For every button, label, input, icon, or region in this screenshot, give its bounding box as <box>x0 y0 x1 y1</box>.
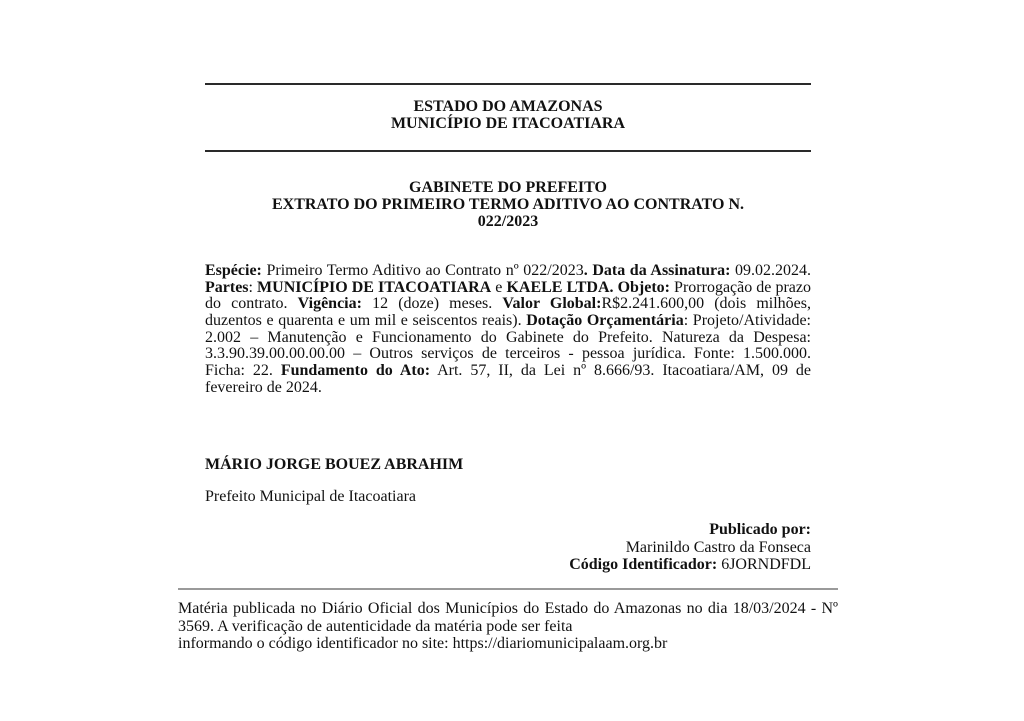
budget-allocation-label: Dotação Orçamentária <box>526 311 684 329</box>
party-1: MUNICÍPIO DE ITACOATIARA <box>257 278 492 296</box>
especie-label: Espécie: <box>205 262 262 279</box>
global-value: R$2.241.600,00 (dois milhões, duzentos e quarenta e um mil e seiscentos reais). <box>205 295 812 329</box>
legal-basis-value: Art. 57, II, da Lei nº 8.666/93. Itacoatiara/AM, 09 de fevereiro de 2024. <box>205 361 812 396</box>
contract-number: 022/2023 <box>477 213 539 230</box>
global-value-label: Valor Global: <box>502 295 602 313</box>
object-label: Objeto: <box>613 278 670 296</box>
document-title-block <box>205 179 811 230</box>
signer-role: Prefeito Municipal de Itacoatiara <box>205 488 417 505</box>
footer-notice-main: Matéria publicada no Diário Oficial dos Municípios do Estado do Amazonas no dia 18/03/2024 - Nº 3569. A verificação de autenticidade da matéria pode ser feita <box>178 600 838 635</box>
signature-date-value: 09.02.2024. <box>730 262 811 279</box>
legal-basis-label: Fundamento do Ato: <box>280 361 431 379</box>
term-label: Vigência: <box>297 295 362 313</box>
footer-notice <box>178 600 838 653</box>
identifier-code-value: 6JORNDFDL <box>717 556 811 573</box>
office-name: GABINETE DO PREFEITO <box>409 179 607 196</box>
municipality-name: MUNICÍPIO DE ITACOATIARA <box>390 115 626 132</box>
header-top-rule <box>205 83 811 85</box>
especie-value: Primeiro Termo Aditivo ao Contrato nº 022/2023 <box>261 262 584 279</box>
publication-info <box>569 521 811 574</box>
published-by-name: Marinildo Castro da Fonseca <box>625 538 811 556</box>
parties-conjunction: e <box>491 278 507 296</box>
party-2: KAELE LTDA. <box>506 278 614 296</box>
identifier-code-line <box>569 556 811 574</box>
identifier-code-label: Código Identificador: <box>569 556 718 573</box>
signer-name: MÁRIO JORGE BOUEZ ABRAHIM <box>205 456 464 473</box>
state-name: ESTADO DO AMAZONAS <box>413 98 603 115</box>
document-header <box>205 98 811 132</box>
document-title: EXTRATO DO PRIMEIRO TERMO ADITIVO AO CONTRATO N. <box>271 196 745 213</box>
footer-rule <box>178 588 838 590</box>
term-value: 12 (doze) meses. <box>361 295 503 313</box>
published-by-label: Publicado por: <box>709 521 811 538</box>
signature-date-label: . Data da Assinatura: <box>583 262 731 279</box>
extract-body <box>205 263 811 396</box>
parties-label: Partes <box>205 278 249 296</box>
object-value: Prorrogação de prazo do contrato. <box>205 278 811 313</box>
footer-notice-site: informando o código identificador no site: https://diariomunicipalaam.org.br <box>178 635 668 652</box>
parties-separator: : <box>248 278 258 296</box>
budget-allocation-value: : Projeto/Atividade: 2.002 – Manutenção e Funcionamento do Gabinete do Prefeito. Natureza da Despesa: 3.3.90.39.00.00.00.00 – Outros serviços de terceiros - pessoa jurídica. Fonte: 1.500.000. Ficha: 22. <box>205 311 811 379</box>
header-bottom-rule <box>205 150 811 152</box>
